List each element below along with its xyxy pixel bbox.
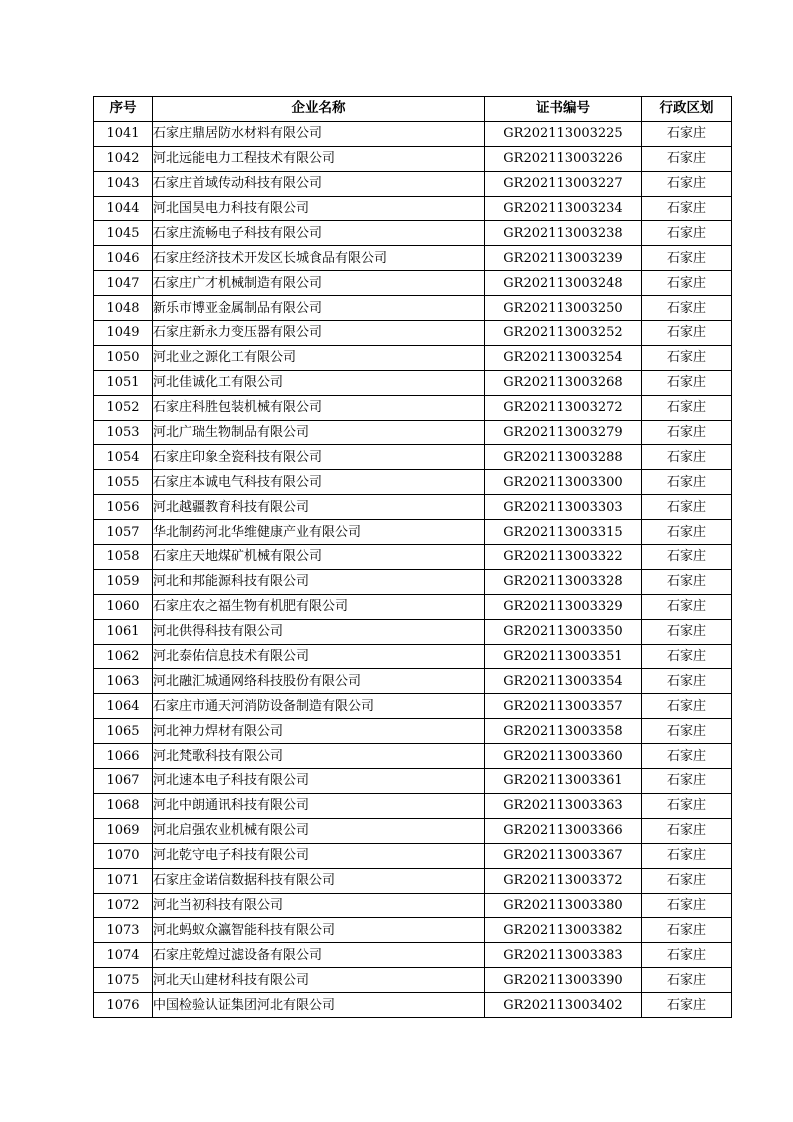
certificate-number: GR202113003288	[485, 445, 642, 470]
region: 石家庄	[642, 993, 732, 1018]
row-index: 1072	[94, 893, 153, 918]
region: 石家庄	[642, 246, 732, 271]
row-index: 1053	[94, 420, 153, 445]
row-index: 1076	[94, 993, 153, 1018]
region: 石家庄	[642, 818, 732, 843]
certificate-number: GR202113003254	[485, 345, 642, 370]
certificate-number: GR202113003354	[485, 669, 642, 694]
table-row	[94, 395, 732, 420]
header-region: 行政区划	[642, 97, 732, 122]
row-index: 1045	[94, 221, 153, 246]
certificate-number: GR202113003322	[485, 545, 642, 570]
company-name: 石家庄乾煌过滤设备有限公司	[153, 943, 485, 968]
certificate-number: GR202113003300	[485, 470, 642, 495]
region: 石家庄	[642, 395, 732, 420]
row-index: 1065	[94, 719, 153, 744]
row-index: 1041	[94, 121, 153, 146]
certificate-number: GR202113003315	[485, 520, 642, 545]
table-row	[94, 843, 732, 868]
certificate-number: GR202113003250	[485, 296, 642, 321]
company-name: 河北天山建材科技有限公司	[153, 968, 485, 993]
table-row	[94, 445, 732, 470]
region: 石家庄	[642, 943, 732, 968]
certificate-number: GR202113003225	[485, 121, 642, 146]
certificate-number: GR202113003329	[485, 594, 642, 619]
region: 石家庄	[642, 868, 732, 893]
company-name: 石家庄本诚电气科技有限公司	[153, 470, 485, 495]
table-row	[94, 495, 732, 520]
table-row	[94, 271, 732, 296]
table-row	[94, 719, 732, 744]
certificate-number: GR202113003239	[485, 246, 642, 271]
row-index: 1066	[94, 744, 153, 769]
table-row	[94, 769, 732, 794]
region: 石家庄	[642, 569, 732, 594]
company-name: 石家庄金诺信数据科技有限公司	[153, 868, 485, 893]
table-row	[94, 296, 732, 321]
company-name: 河北和邦能源科技有限公司	[153, 569, 485, 594]
table-row	[94, 520, 732, 545]
certificate-number: GR202113003382	[485, 918, 642, 943]
region: 石家庄	[642, 296, 732, 321]
row-index: 1074	[94, 943, 153, 968]
region: 石家庄	[642, 769, 732, 794]
table-row	[94, 594, 732, 619]
certificate-number: GR202113003252	[485, 321, 642, 346]
certificate-number: GR202113003238	[485, 221, 642, 246]
certificate-table	[93, 96, 732, 1018]
region: 石家庄	[642, 345, 732, 370]
company-name: 河北越疆教育科技有限公司	[153, 495, 485, 520]
row-index: 1071	[94, 868, 153, 893]
certificate-number: GR202113003363	[485, 793, 642, 818]
region: 石家庄	[642, 918, 732, 943]
company-name: 河北供得科技有限公司	[153, 619, 485, 644]
certificate-number: GR202113003367	[485, 843, 642, 868]
certificate-number: GR202113003279	[485, 420, 642, 445]
company-name: 新乐市博亚金属制品有限公司	[153, 296, 485, 321]
region: 石家庄	[642, 121, 732, 146]
table-row	[94, 171, 732, 196]
region: 石家庄	[642, 221, 732, 246]
region: 石家庄	[642, 470, 732, 495]
certificate-number: GR202113003351	[485, 644, 642, 669]
row-index: 1070	[94, 843, 153, 868]
certificate-number: GR202113003357	[485, 694, 642, 719]
region: 石家庄	[642, 644, 732, 669]
table-row	[94, 968, 732, 993]
company-name: 石家庄广才机械制造有限公司	[153, 271, 485, 296]
certificate-number: GR202113003303	[485, 495, 642, 520]
row-index: 1067	[94, 769, 153, 794]
certificate-number: GR202113003227	[485, 171, 642, 196]
region: 石家庄	[642, 843, 732, 868]
company-name: 石家庄科胜包装机械有限公司	[153, 395, 485, 420]
row-index: 1056	[94, 495, 153, 520]
row-index: 1060	[94, 594, 153, 619]
row-index: 1042	[94, 146, 153, 171]
region: 石家庄	[642, 196, 732, 221]
region: 石家庄	[642, 619, 732, 644]
region: 石家庄	[642, 719, 732, 744]
company-name: 石家庄市通天河消防设备制造有限公司	[153, 694, 485, 719]
row-index: 1052	[94, 395, 153, 420]
certificate-number: GR202113003268	[485, 370, 642, 395]
certificate-number: GR202113003366	[485, 818, 642, 843]
company-name: 河北国昊电力科技有限公司	[153, 196, 485, 221]
row-index: 1069	[94, 818, 153, 843]
region: 石家庄	[642, 445, 732, 470]
company-name: 石家庄流畅电子科技有限公司	[153, 221, 485, 246]
certificate-number: GR202113003402	[485, 993, 642, 1018]
table-row	[94, 345, 732, 370]
region: 石家庄	[642, 594, 732, 619]
table-row	[94, 943, 732, 968]
company-name: 河北乾守电子科技有限公司	[153, 843, 485, 868]
region: 石家庄	[642, 321, 732, 346]
company-name: 河北中朗通讯科技有限公司	[153, 793, 485, 818]
company-name: 石家庄天地煤矿机械有限公司	[153, 545, 485, 570]
region: 石家庄	[642, 146, 732, 171]
region: 石家庄	[642, 694, 732, 719]
header-company: 企业名称	[153, 97, 485, 122]
table-row	[94, 470, 732, 495]
company-name: 河北泰佑信息技术有限公司	[153, 644, 485, 669]
company-name: 石家庄首域传动科技有限公司	[153, 171, 485, 196]
table-row	[94, 146, 732, 171]
table-row	[94, 545, 732, 570]
region: 石家庄	[642, 545, 732, 570]
header-certificate: 证书编号	[485, 97, 642, 122]
certificate-number: GR202113003380	[485, 893, 642, 918]
row-index: 1073	[94, 918, 153, 943]
table-row	[94, 619, 732, 644]
company-name: 河北速本电子科技有限公司	[153, 769, 485, 794]
row-index: 1050	[94, 345, 153, 370]
region: 石家庄	[642, 495, 732, 520]
company-name: 石家庄经济技术开发区长城食品有限公司	[153, 246, 485, 271]
table-row	[94, 893, 732, 918]
certificate-number: GR202113003358	[485, 719, 642, 744]
certificate-number: GR202113003390	[485, 968, 642, 993]
company-name: 石家庄鼎居防水材料有限公司	[153, 121, 485, 146]
row-index: 1055	[94, 470, 153, 495]
region: 石家庄	[642, 893, 732, 918]
certificate-number: GR202113003328	[485, 569, 642, 594]
region: 石家庄	[642, 793, 732, 818]
table-row	[94, 420, 732, 445]
table-row	[94, 744, 732, 769]
company-name: 华北制药河北华维健康产业有限公司	[153, 520, 485, 545]
certificate-number: GR202113003350	[485, 619, 642, 644]
company-name: 河北蚂蚁众瀛智能科技有限公司	[153, 918, 485, 943]
row-index: 1048	[94, 296, 153, 321]
region: 石家庄	[642, 968, 732, 993]
row-index: 1062	[94, 644, 153, 669]
company-name: 河北梵歌科技有限公司	[153, 744, 485, 769]
table-row	[94, 644, 732, 669]
region: 石家庄	[642, 669, 732, 694]
header-index: 序号	[94, 97, 153, 122]
table-row	[94, 196, 732, 221]
certificate-number: GR202113003248	[485, 271, 642, 296]
row-index: 1059	[94, 569, 153, 594]
row-index: 1049	[94, 321, 153, 346]
company-name: 河北佳诚化工有限公司	[153, 370, 485, 395]
region: 石家庄	[642, 271, 732, 296]
certificate-number: GR202113003234	[485, 196, 642, 221]
company-name: 河北当初科技有限公司	[153, 893, 485, 918]
table-row	[94, 321, 732, 346]
table-row	[94, 793, 732, 818]
region: 石家庄	[642, 171, 732, 196]
row-index: 1075	[94, 968, 153, 993]
row-index: 1051	[94, 370, 153, 395]
row-index: 1061	[94, 619, 153, 644]
table-row	[94, 569, 732, 594]
table-row	[94, 370, 732, 395]
row-index: 1054	[94, 445, 153, 470]
company-name: 石家庄新永力变压器有限公司	[153, 321, 485, 346]
certificate-number: GR202113003272	[485, 395, 642, 420]
region: 石家庄	[642, 520, 732, 545]
company-name: 河北广瑞生物制品有限公司	[153, 420, 485, 445]
row-index: 1057	[94, 520, 153, 545]
company-name: 河北业之源化工有限公司	[153, 345, 485, 370]
table-row	[94, 818, 732, 843]
region: 石家庄	[642, 744, 732, 769]
row-index: 1063	[94, 669, 153, 694]
row-index: 1064	[94, 694, 153, 719]
table-row	[94, 694, 732, 719]
row-index: 1047	[94, 271, 153, 296]
row-index: 1044	[94, 196, 153, 221]
table-row	[94, 993, 732, 1018]
row-index: 1068	[94, 793, 153, 818]
certificate-number: GR202113003361	[485, 769, 642, 794]
certificate-number: GR202113003372	[485, 868, 642, 893]
company-name: 河北远能电力工程技术有限公司	[153, 146, 485, 171]
header-row	[94, 97, 732, 122]
company-name: 河北神力焊材有限公司	[153, 719, 485, 744]
certificate-number: GR202113003360	[485, 744, 642, 769]
table-row	[94, 121, 732, 146]
table-row	[94, 669, 732, 694]
company-name: 石家庄印象全瓷科技有限公司	[153, 445, 485, 470]
certificate-number: GR202113003226	[485, 146, 642, 171]
table-row	[94, 868, 732, 893]
company-name: 中国检验认证集团河北有限公司	[153, 993, 485, 1018]
company-name: 河北启强农业机械有限公司	[153, 818, 485, 843]
table-row	[94, 246, 732, 271]
table-row	[94, 221, 732, 246]
row-index: 1058	[94, 545, 153, 570]
company-name: 河北融汇城通网络科技股份有限公司	[153, 669, 485, 694]
table-row	[94, 918, 732, 943]
row-index: 1043	[94, 171, 153, 196]
region: 石家庄	[642, 370, 732, 395]
region: 石家庄	[642, 420, 732, 445]
company-name: 石家庄农之福生物有机肥有限公司	[153, 594, 485, 619]
certificate-number: GR202113003383	[485, 943, 642, 968]
row-index: 1046	[94, 246, 153, 271]
